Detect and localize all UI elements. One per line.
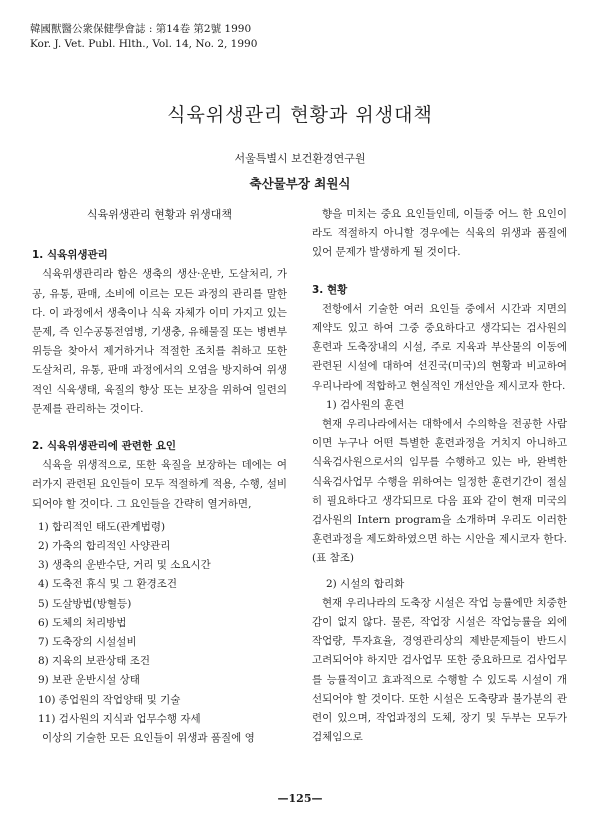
section-1-title: 1. 식육위생관리 [32,249,108,262]
list-item: 9) 보관 운반시설 상태 [38,674,140,687]
list-item: 1) 합리적인 태도(관계법령) [38,520,166,533]
list-item: 5) 도살방법(방혈등) [38,597,132,610]
list-item: 11) 검사원의 지식과 업무수행 자세 [38,712,201,725]
journal-title-english: Kor. J. Vet. Publ. Hlth., Vol. 14, No. 2, 1990 [30,38,258,50]
subsection-1-title: 1) 검사원의 훈련 [326,398,405,411]
list-item: 6) 도체의 처리방법 [38,616,127,629]
subsection-2-paragraph: 현재 우리나라의 도축장 시설은 작업 능률에만 치중한 감이 없지 않다. 물론, 작업장 시설은 작업능률을 외에 작업량, 투자효율, 경영관리상의 제반문제들이 반드시 고려되어야 하지만 검사업무 또한 중요하므로 검사업무를 능률적이고 효과적으로 수행할 수 있도록 시설이 개선되어야 할 것이다. 또한 시설은 도축량과 불가분의 관련이 있으며, 작업과정의 도체, 장기 및 두부는 모두가 검체임으로 [312,596,567,744]
subsection-1-paragraph: 현재 우리나라에서는 대학에서 수의학을 전공한 사람이면 누구나 어떤 특별한 훈련과정을 거치지 아니하고 식육검사원으로서의 임무를 수행하고 있는 바, 완벽한 식육검사업무 수행을 위하여는 일정한 훈련기간이 절실히 필요하다고 생각되므로 다음 표와 같이 현재 미국의 검사원의 Intern program을 소개하며 우리도 이러한 훈련과정을 제도화하였으면 하는 시안을 제시코자 한다.(표 참조) [312,418,567,565]
list-item: 4) 도축전 휴식 및 그 환경조건 [38,578,178,591]
section-3-paragraph: 전항에서 기술한 여러 요인들 중에서 시간과 지면의 제약도 있고 하여 그중 중요하다고 생각되는 검사원의 훈련과 도축장내의 시설, 주로 지육과 부산물의 이동에 관련된 시설에 대하여 선진국(미국)의 현황과 비교하여 우리나라에 적합하고 현실적인 개선안을 제시코자 한다. [312,302,567,392]
journal-header [30,22,257,52]
list-item: 7) 도축장의 시설설비 [38,636,137,649]
list-item: 2) 가축의 합리적인 사양관리 [38,540,171,553]
continued-paragraph: 향을 미치는 중요 요인들인데, 이들중 어느 한 요인이라도 적절하지 아니할 경우에는 식육의 위생과 품질에 있어 문제가 발생하게 될 것이다. [312,208,567,259]
paper-title: 식육위생관리 현황과 위생대책 [167,104,433,126]
author: 축산물부장 최원식 [249,176,351,191]
affiliation: 서울특별시 보건환경연구원 [234,152,366,165]
list-item: 10) 종업원의 작업양태 및 기술 [38,693,181,706]
section-3-title: 3. 현황 [312,283,348,296]
subsection-2-title: 2) 시설의 합리화 [326,577,405,590]
page-number: —125— [277,792,323,805]
list-item: 8) 지육의 보관상태 조건 [38,655,151,668]
section-1-paragraph: 식육위생관리라 함은 생축의 생산·운반, 도살처리, 가공, 유통, 판매, 소비에 이르는 모든 과정의 관리를 말한다. 이 과정에서 생축이나 식육 자체가 이미 가지고 있는 문제, 즉 인수공통전염병, 기생충, 유해물질 또는 병변부위등을 찾아서 제거하거나 적절한 조치를 취하고 또한 도살처리, 유통, 판매 과정에서의 오염을 방지하여 위생적인 식육생태, 육질의 향상 또는 보장을 위하여 일련의 문제를 관리하는 것이다. [32,268,287,415]
right-column [312,205,567,747]
journal-title-korean: 韓國獸醫公衆保健學會誌 : 第14卷 第2號 1990 [30,23,252,35]
section-2-title: 2. 식육위생관리에 관련한 요인 [32,440,176,453]
section-2-closing: 이상의 기술한 모든 요인들이 위생과 품질에 영 [42,732,255,745]
left-column [32,205,287,748]
left-column-heading: 식육위생관리 현황과 위생대책 [86,208,233,221]
section-2-paragraph: 식육을 위생적으로, 또한 육질을 보장하는 데에는 여러가지 관련된 요인들이 모두 적절하게 적용, 수행, 설비되어야 할 것이다. 그 요인들을 간략히 열거하면, [32,459,287,510]
list-item: 3) 생축의 운반수단, 거리 및 소요시간 [38,559,211,572]
